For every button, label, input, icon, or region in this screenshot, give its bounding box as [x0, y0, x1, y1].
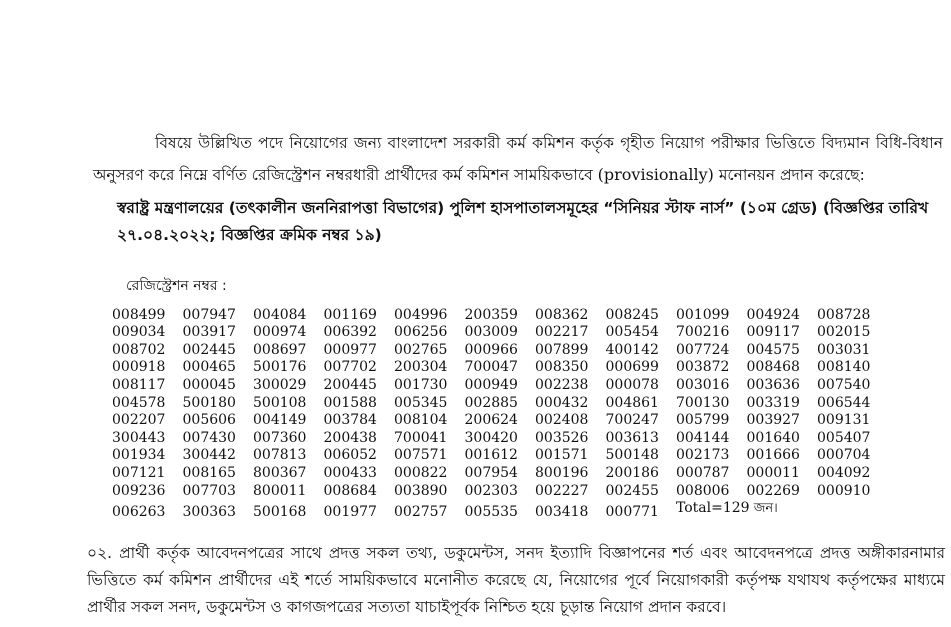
registration-number: 003009	[464, 324, 518, 341]
registration-number: 006263	[112, 503, 166, 520]
registration-number: 003016	[676, 376, 730, 393]
registration-number: 007540	[817, 376, 871, 393]
registration-number: 000949	[464, 376, 518, 393]
registration-number: 004861	[605, 394, 659, 411]
registration-row	[112, 428, 888, 446]
registration-number: 300420	[464, 429, 518, 446]
registration-number: 004578	[112, 394, 166, 411]
registration-number: 008245	[605, 306, 659, 323]
registration-number: 000910	[817, 482, 871, 499]
registration-number: 000433	[323, 464, 377, 481]
registration-number: 002757	[394, 503, 448, 520]
registration-number: 003890	[394, 482, 448, 499]
registration-row	[112, 446, 888, 464]
registration-number: 001099	[676, 306, 730, 323]
registration-number: 009117	[746, 324, 800, 341]
registration-number: 700041	[394, 429, 448, 446]
registration-number: 009034	[112, 324, 166, 341]
registration-number: 008702	[112, 341, 166, 358]
registration-number: 001588	[323, 394, 377, 411]
registration-row	[112, 305, 888, 323]
registration-number: 300443	[112, 429, 166, 446]
registration-number: 003418	[535, 503, 589, 520]
registration-number: 006052	[323, 447, 377, 464]
registration-label: রেজিস্ট্রেশন নম্বর :	[126, 278, 227, 294]
registration-number: 000045	[182, 376, 236, 393]
registration-number: 008140	[817, 359, 871, 376]
registration-number: 007813	[253, 447, 307, 464]
registration-number: 001169	[323, 306, 377, 323]
registration-row	[112, 323, 888, 341]
registration-number: 500168	[253, 503, 307, 520]
registration-number: 004149	[253, 412, 307, 429]
registration-number: 200438	[323, 429, 377, 446]
registration-number: 200359	[464, 306, 518, 323]
registration-number: 008362	[535, 306, 589, 323]
registration-number: 003031	[817, 341, 871, 358]
registration-number: 002445	[182, 341, 236, 358]
registration-number: 700047	[464, 359, 518, 376]
registration-number: 500148	[605, 447, 659, 464]
registration-number: 009131	[817, 412, 871, 429]
registration-number: 007947	[182, 306, 236, 323]
intro-text-before: বিষয়ে উল্লিখিত পদে নিয়োগের জন্য বাংলাদেশ সরকারী কর্ম কমিশন কর্তৃক গৃহীত নিয়োগ পরীক্ষার ভিত্তিতে বিদ্যমান বিধি-বিধান অনুসরণ করে নিম্নে বর্ণিত রেজিস্ট্রেশন নম্বরধারী প্রার্থীদের কর্ম কমিশন সাময়িকভাবে	[93, 134, 943, 184]
condition-paragraph: ০২. প্রার্থী কর্তৃক আবেদনপত্রের সাথে প্রদত্ত সকল তথ্য, ডকুমেন্টস, সনদ ইত্যাদি বিজ্ঞাপনের শর্ত এবং আবেদনপত্রে প্রদত্ত অঙ্গীকারনামার ভিত্তিতে কর্ম কমিশন প্রার্থীদের এই শর্তে সাময়িকভাবে মনোনীত করেছে যে, নিয়োগের পূর্বে নিয়োগকারী কর্তৃপক্ষ যথাযথ কর্তৃপক্ষের মাধ্যমে প্রার্থীর সকল সনদ, ডকুমেন্টস ও কাগজপত্রের সত্যতা যাচাইপূর্বক নিশ্চিত হয়ে চূড়ান্ত নিয়োগ প্রদান করবে।	[87, 544, 945, 616]
registration-number: 007954	[464, 464, 518, 481]
registration-number: 000822	[394, 464, 448, 481]
registration-number: 002408	[535, 412, 589, 429]
registration-number: 007360	[253, 429, 307, 446]
registration-row	[112, 375, 888, 393]
registration-number: 005454	[605, 324, 659, 341]
registration-number: 000974	[253, 324, 307, 341]
registration-number: 008697	[253, 341, 307, 358]
total-label: Total=129	[676, 499, 750, 516]
registration-number: 003927	[746, 412, 800, 429]
registration-number: 700130	[676, 394, 730, 411]
registration-number: 800367	[253, 464, 307, 481]
registration-number: 008117	[112, 376, 166, 393]
registration-number: 400142	[605, 341, 659, 358]
registration-number: 006544	[817, 394, 871, 411]
registration-number: 000078	[605, 376, 659, 393]
registration-number: 002455	[605, 482, 659, 499]
registration-number: 008684	[323, 482, 377, 499]
total-count	[676, 499, 888, 520]
registration-number: 002765	[394, 341, 448, 358]
registration-number: 200304	[394, 359, 448, 376]
registration-number: 003784	[323, 412, 377, 429]
registration-number: 007571	[394, 447, 448, 464]
registration-number: 007703	[182, 482, 236, 499]
registration-number: 007430	[182, 429, 236, 446]
registration-number: 005799	[676, 412, 730, 429]
registration-row	[112, 340, 888, 358]
intro-paragraph	[93, 128, 943, 191]
registration-number: 008728	[817, 306, 871, 323]
registration-number: 001612	[464, 447, 518, 464]
registration-number: 005535	[464, 503, 518, 520]
registration-number: 800011	[253, 482, 307, 499]
registration-number: 000787	[676, 464, 730, 481]
registration-number: 300363	[182, 503, 236, 520]
registration-number: 005606	[182, 412, 236, 429]
registration-number: 002207	[112, 412, 166, 429]
registration-number: 005407	[817, 429, 871, 446]
registration-number: 001640	[746, 429, 800, 446]
registration-number: 200624	[464, 412, 518, 429]
post-heading: স্বরাষ্ট্র মন্ত্রণালয়ের (তৎকালীন জননিরাপত্তা বিভাগের) পুলিশ হাসপাতালসমূহের “সিনিয়র স্টাফ নার্স” (১০ম গ্রেড) (বিজ্ঞপ্তির তারিখ ২৭.০৪.২০২২; বিজ্ঞপ্তির ক্রমিক নম্বর ১৯)	[117, 199, 929, 244]
registration-number: 500180	[182, 394, 236, 411]
registration-number: 009236	[112, 482, 166, 499]
registration-number: 004092	[817, 464, 871, 481]
registration-number: 004924	[746, 306, 800, 323]
registration-table-body	[112, 305, 888, 520]
registration-number: 004996	[394, 306, 448, 323]
registration-number: 002015	[817, 324, 871, 341]
registration-number: 200445	[323, 376, 377, 393]
registration-number: 000918	[112, 359, 166, 376]
registration-table	[112, 305, 888, 520]
registration-number: 001934	[112, 447, 166, 464]
registration-number: 004144	[676, 429, 730, 446]
registration-number: 007724	[676, 341, 730, 358]
registration-number: 003917	[182, 324, 236, 341]
registration-number: 700247	[605, 412, 659, 429]
registration-row	[112, 481, 888, 499]
registration-number: 007899	[535, 341, 589, 358]
registration-number: 000704	[817, 447, 871, 464]
registration-number: 008165	[182, 464, 236, 481]
registration-number: 300442	[182, 447, 236, 464]
registration-number: 006392	[323, 324, 377, 341]
registration-number: 002217	[535, 324, 589, 341]
registration-number: 000011	[746, 464, 800, 481]
registration-number: 001571	[535, 447, 589, 464]
registration-number: 008499	[112, 306, 166, 323]
registration-number: 005345	[394, 394, 448, 411]
registration-number: 002238	[535, 376, 589, 393]
registration-number: 001666	[746, 447, 800, 464]
registration-number: 002227	[535, 482, 589, 499]
registration-number: 000966	[464, 341, 518, 358]
total-suffix: জন।	[749, 500, 778, 516]
registration-number: 002303	[464, 482, 518, 499]
registration-number: 003872	[676, 359, 730, 376]
registration-number: 300029	[253, 376, 307, 393]
registration-number: 008468	[746, 359, 800, 376]
registration-number: 001730	[394, 376, 448, 393]
registration-number: 800196	[535, 464, 589, 481]
registration-number: 500108	[253, 394, 307, 411]
registration-number: 008006	[676, 482, 730, 499]
registration-number: 003526	[535, 429, 589, 446]
intro-text-after: মনোনয়ন প্রদান করেছে:	[713, 166, 865, 184]
registration-number: 002173	[676, 447, 730, 464]
registration-number: 200186	[605, 464, 659, 481]
registration-number: 003636	[746, 376, 800, 393]
registration-number: 006256	[394, 324, 448, 341]
registration-number: 000465	[182, 359, 236, 376]
registration-row	[112, 358, 888, 376]
registration-number: 002885	[464, 394, 518, 411]
registration-number: 000771	[605, 503, 659, 520]
intro-latin-term: (provisionally)	[597, 165, 714, 184]
registration-number: 000977	[323, 341, 377, 358]
registration-number: 003613	[605, 429, 659, 446]
registration-number: 500176	[253, 359, 307, 376]
registration-number: 004084	[253, 306, 307, 323]
registration-row	[112, 393, 888, 411]
registration-number: 000699	[605, 359, 659, 376]
registration-number: 008104	[394, 412, 448, 429]
registration-number: 007702	[323, 359, 377, 376]
registration-row	[112, 463, 888, 481]
registration-number: 001977	[323, 503, 377, 520]
registration-number: 004575	[746, 341, 800, 358]
registration-number: 008350	[535, 359, 589, 376]
registration-number: 007121	[112, 464, 166, 481]
registration-number: 003319	[746, 394, 800, 411]
registration-row	[112, 499, 888, 520]
registration-number: 700216	[676, 324, 730, 341]
registration-number: 000432	[535, 394, 589, 411]
registration-number: 002269	[746, 482, 800, 499]
registration-row	[112, 411, 888, 429]
